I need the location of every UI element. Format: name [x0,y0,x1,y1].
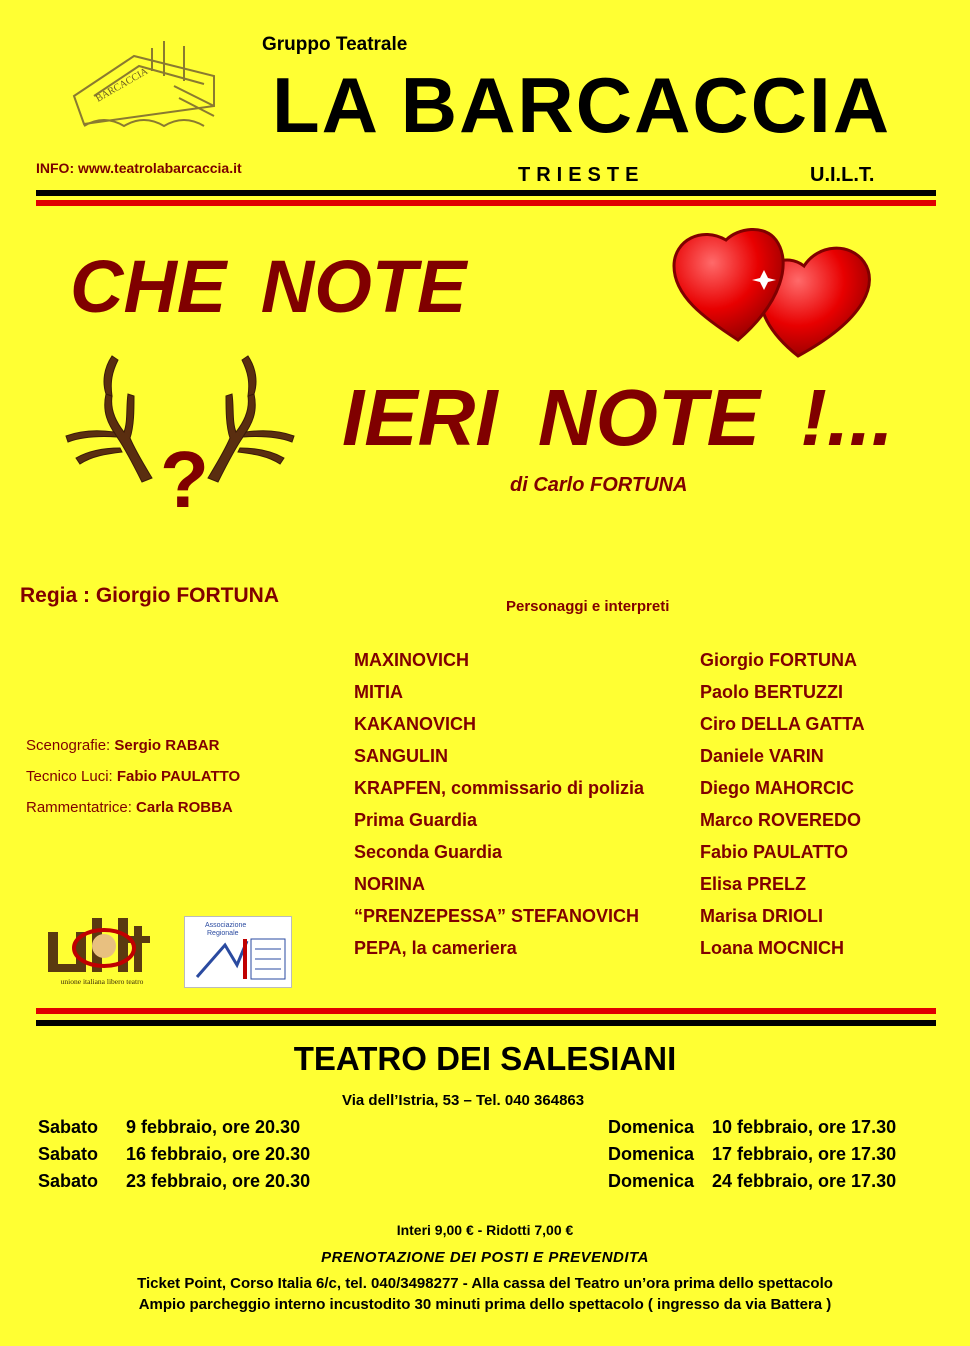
show-title-line1: CHE NOTE [70,245,467,328]
parking-info: Ampio parcheggio interno incustodito 30 minuti prima dello spettacolo ( ingresso da via Battera ) [138,1296,832,1313]
crew-item [26,761,240,792]
ticket-prices: Interi 9,00 € - Ridotti 7,00 € [396,1222,574,1238]
cast-role: Seconda Guardia [354,842,503,862]
regia-credit: Regia : Giorgio FORTUNA [20,584,279,607]
cast-role: Prima Guardia [354,810,478,830]
cast-role: NORINA [354,874,425,894]
cast-actor: Giorgio FORTUNA [700,650,857,670]
group-label: Gruppo Teatrale [262,34,408,55]
cast-actor: Fabio PAULATTO [700,842,848,862]
cast-roles [354,644,644,964]
association-logo [184,916,292,988]
question-mark: ? [160,435,209,524]
hearts-icon [668,222,898,362]
svg-text:unione italiana libero teatro: unione italiana libero teatro [60,977,144,986]
city-label: TRIESTE [518,164,645,186]
barcaccia-logo [64,36,232,140]
cast-actor: Marco ROVEREDO [700,810,862,830]
dates-sunday [608,1114,896,1195]
svg-text:Associazione: Associazione [205,922,247,929]
cast-actors [700,644,865,964]
crew-label: Rammentatrice: [26,799,132,816]
crew-item [26,792,240,823]
crew-list [26,730,240,823]
crew-name: Sergio RABAR [114,737,220,754]
date-time: 24 febbraio, ore 17.30 [712,1171,897,1191]
crew-name: Carla ROBBA [136,799,233,816]
top-stripe-black [36,190,936,196]
date-time: 16 febbraio, ore 20.30 [126,1144,311,1164]
date-day: Domenica [608,1117,695,1137]
date-day: Sabato [38,1117,99,1137]
date-day: Sabato [38,1171,99,1191]
cast-actor: Loana MOCNICH [700,938,844,958]
uilt-logo [44,914,160,990]
bottom-stripe-black [36,1020,936,1026]
svg-text:Regionale: Regionale [207,930,239,937]
cast-actor: Elisa PRELZ [700,874,807,894]
uilt-label: U.I.L.T. [810,164,875,186]
cast-actor: Marisa DRIOLI [700,906,824,926]
date-row [38,1114,310,1141]
date-time: 23 febbraio, ore 20.30 [126,1171,311,1191]
cast-role: MITIA [354,682,403,702]
show-title-line2: IERI NOTE !... [342,373,894,462]
cast-role: KAKANOVICH [354,714,477,734]
company-title: LA BARCACCIA [272,61,892,149]
svg-text:BARCACCIA: BARCACCIA [94,65,151,105]
dates-saturday [38,1114,310,1195]
cast-actor: Paolo BERTUZZI [700,682,843,702]
cast-role: PEPA, la cameriera [354,938,517,958]
cast-actor: Daniele VARIN [700,746,824,766]
date-time: 17 febbraio, ore 17.30 [712,1144,897,1164]
top-stripe-red [36,200,936,206]
cast-heading: Personaggi e interpreti [506,598,670,615]
date-row [38,1141,310,1168]
cast-actor: Diego MAHORCIC [700,778,854,798]
booking-info: Ticket Point, Corso Italia 6/c, tel. 040/3498277 - Alla cassa del Teatro un’ora prima dello spettacolo [137,1275,833,1292]
info-website[interactable]: INFO: www.teatrolabarcaccia.it [36,160,242,176]
date-day: Domenica [608,1144,695,1164]
cast-actor: Ciro DELLA GATTA [700,714,865,734]
crew-label: Tecnico Luci: [26,768,113,785]
show-author: di Carlo FORTUNA [510,474,688,496]
date-time: 10 febbraio, ore 17.30 [712,1117,897,1137]
cast-role: MAXINOVICH [354,650,470,670]
date-row [608,1114,896,1141]
cast-role: SANGULIN [354,746,448,766]
date-row [608,1141,896,1168]
cast-role: “PRENZEPESSA” STEFANOVICH [354,906,640,926]
venue-name: TEATRO DEI SALESIANI [293,1040,677,1077]
date-day: Domenica [608,1171,695,1191]
crew-item [26,730,240,761]
date-day: Sabato [38,1144,99,1164]
cast-role: KRAPFEN, commissario di polizia [354,778,645,798]
date-row [38,1168,310,1195]
date-row [608,1168,896,1195]
date-time: 9 febbraio, ore 20.30 [126,1117,301,1137]
crew-name: Fabio PAULATTO [116,768,241,785]
crew-label: Scenografie: [26,737,111,754]
venue-address: Via dell’Istria, 53 – Tel. 040 364863 [342,1092,585,1109]
bottom-stripe-red [36,1008,936,1014]
booking-heading: PRENOTAZIONE DEI POSTI E PREVENDITA [321,1249,649,1266]
